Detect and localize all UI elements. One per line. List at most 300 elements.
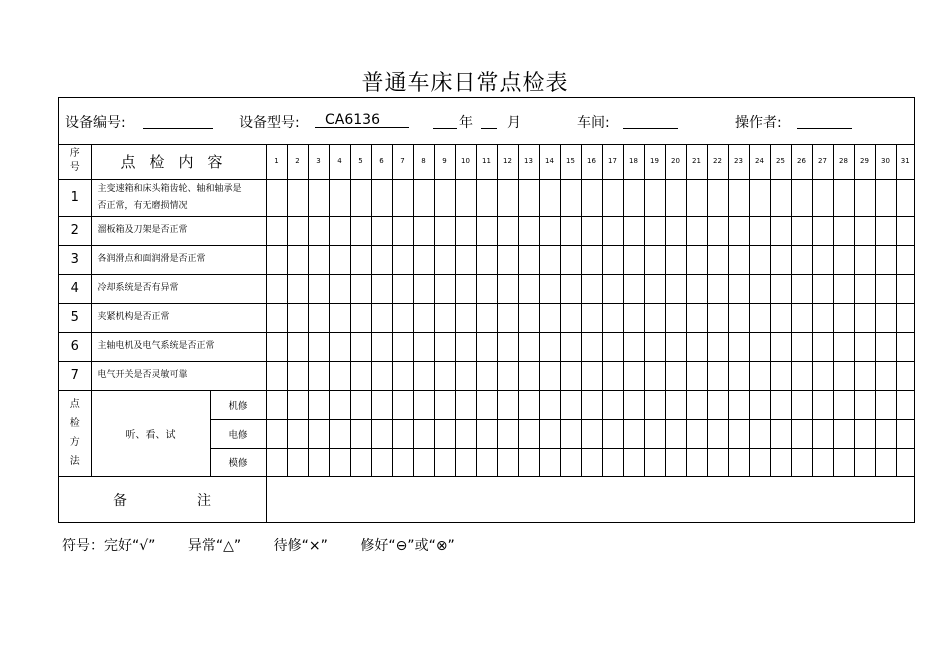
item-6-day-16-cell[interactable] [581, 332, 602, 361]
item-7-day-1-cell[interactable] [266, 361, 287, 390]
item-4-day-13-cell[interactable] [518, 274, 539, 303]
method-2-day-12-cell[interactable] [497, 419, 518, 448]
item-7-day-12-cell[interactable] [497, 361, 518, 390]
method-1-day-28-cell[interactable] [833, 390, 854, 419]
method-1-day-27-cell[interactable] [812, 390, 833, 419]
method-3-day-28-cell[interactable] [833, 448, 854, 476]
item-2-day-10-cell[interactable] [455, 216, 476, 245]
method-1-day-18-cell[interactable] [623, 390, 644, 419]
item-3-day-31-cell[interactable] [896, 245, 914, 274]
item-4-day-30-cell[interactable] [875, 274, 896, 303]
item-4-day-17-cell[interactable] [602, 274, 623, 303]
item-2-day-18-cell[interactable] [623, 216, 644, 245]
item-7-day-5-cell[interactable] [350, 361, 371, 390]
item-6-day-1-cell[interactable] [266, 332, 287, 361]
item-4-day-23-cell[interactable] [728, 274, 749, 303]
item-7-day-27-cell[interactable] [812, 361, 833, 390]
item-4-day-18-cell[interactable] [623, 274, 644, 303]
method-2-day-31-cell[interactable] [896, 419, 914, 448]
item-2-day-7-cell[interactable] [392, 216, 413, 245]
item-7-day-23-cell[interactable] [728, 361, 749, 390]
method-2-day-20-cell[interactable] [665, 419, 686, 448]
item-3-day-7-cell[interactable] [392, 245, 413, 274]
method-1-day-12-cell[interactable] [497, 390, 518, 419]
method-1-day-3-cell[interactable] [308, 390, 329, 419]
method-1-day-6-cell[interactable] [371, 390, 392, 419]
method-2-day-26-cell[interactable] [791, 419, 812, 448]
method-3-day-18-cell[interactable] [623, 448, 644, 476]
method-1-day-24-cell[interactable] [749, 390, 770, 419]
item-7-day-25-cell[interactable] [770, 361, 791, 390]
item-3-day-29-cell[interactable] [854, 245, 875, 274]
item-5-day-21-cell[interactable] [686, 303, 707, 332]
item-6-day-31-cell[interactable] [896, 332, 914, 361]
item-6-day-6-cell[interactable] [371, 332, 392, 361]
item-3-day-13-cell[interactable] [518, 245, 539, 274]
item-1-day-9-cell[interactable] [434, 179, 455, 216]
item-2-day-8-cell[interactable] [413, 216, 434, 245]
item-3-day-3-cell[interactable] [308, 245, 329, 274]
item-3-day-16-cell[interactable] [581, 245, 602, 274]
item-1-day-1-cell[interactable] [266, 179, 287, 216]
item-4-day-12-cell[interactable] [497, 274, 518, 303]
item-4-day-25-cell[interactable] [770, 274, 791, 303]
item-2-day-20-cell[interactable] [665, 216, 686, 245]
item-5-day-24-cell[interactable] [749, 303, 770, 332]
item-1-day-2-cell[interactable] [287, 179, 308, 216]
method-3-day-11-cell[interactable] [476, 448, 497, 476]
method-1-day-21-cell[interactable] [686, 390, 707, 419]
item-1-day-11-cell[interactable] [476, 179, 497, 216]
item-6-day-11-cell[interactable] [476, 332, 497, 361]
item-6-day-10-cell[interactable] [455, 332, 476, 361]
method-3-day-20-cell[interactable] [665, 448, 686, 476]
item-6-day-2-cell[interactable] [287, 332, 308, 361]
item-7-day-11-cell[interactable] [476, 361, 497, 390]
method-1-day-31-cell[interactable] [896, 390, 914, 419]
item-6-day-25-cell[interactable] [770, 332, 791, 361]
operator-input[interactable] [797, 112, 852, 129]
item-4-day-5-cell[interactable] [350, 274, 371, 303]
workshop-input[interactable] [623, 112, 678, 129]
item-1-day-6-cell[interactable] [371, 179, 392, 216]
item-5-day-7-cell[interactable] [392, 303, 413, 332]
method-1-day-2-cell[interactable] [287, 390, 308, 419]
item-3-day-27-cell[interactable] [812, 245, 833, 274]
method-2-day-5-cell[interactable] [350, 419, 371, 448]
item-2-day-13-cell[interactable] [518, 216, 539, 245]
item-1-day-10-cell[interactable] [455, 179, 476, 216]
method-3-day-21-cell[interactable] [686, 448, 707, 476]
item-5-day-5-cell[interactable] [350, 303, 371, 332]
item-3-day-9-cell[interactable] [434, 245, 455, 274]
method-1-day-5-cell[interactable] [350, 390, 371, 419]
item-5-day-9-cell[interactable] [434, 303, 455, 332]
item-6-day-29-cell[interactable] [854, 332, 875, 361]
method-2-day-1-cell[interactable] [266, 419, 287, 448]
item-4-day-24-cell[interactable] [749, 274, 770, 303]
item-5-day-2-cell[interactable] [287, 303, 308, 332]
item-6-day-7-cell[interactable] [392, 332, 413, 361]
item-5-day-6-cell[interactable] [371, 303, 392, 332]
item-3-day-26-cell[interactable] [791, 245, 812, 274]
item-3-day-8-cell[interactable] [413, 245, 434, 274]
item-7-day-7-cell[interactable] [392, 361, 413, 390]
item-6-day-4-cell[interactable] [329, 332, 350, 361]
year-input[interactable] [433, 112, 457, 129]
item-4-day-1-cell[interactable] [266, 274, 287, 303]
method-1-day-15-cell[interactable] [560, 390, 581, 419]
item-5-day-10-cell[interactable] [455, 303, 476, 332]
item-4-day-9-cell[interactable] [434, 274, 455, 303]
item-5-day-28-cell[interactable] [833, 303, 854, 332]
item-4-day-16-cell[interactable] [581, 274, 602, 303]
item-3-day-11-cell[interactable] [476, 245, 497, 274]
method-2-day-11-cell[interactable] [476, 419, 497, 448]
item-2-day-22-cell[interactable] [707, 216, 728, 245]
item-1-day-31-cell[interactable] [896, 179, 914, 216]
item-7-day-28-cell[interactable] [833, 361, 854, 390]
method-1-day-7-cell[interactable] [392, 390, 413, 419]
item-3-day-17-cell[interactable] [602, 245, 623, 274]
method-2-day-6-cell[interactable] [371, 419, 392, 448]
item-1-day-25-cell[interactable] [770, 179, 791, 216]
item-6-day-8-cell[interactable] [413, 332, 434, 361]
method-3-day-7-cell[interactable] [392, 448, 413, 476]
method-1-day-4-cell[interactable] [329, 390, 350, 419]
item-4-day-14-cell[interactable] [539, 274, 560, 303]
item-6-day-21-cell[interactable] [686, 332, 707, 361]
item-5-day-12-cell[interactable] [497, 303, 518, 332]
item-1-day-14-cell[interactable] [539, 179, 560, 216]
item-4-day-29-cell[interactable] [854, 274, 875, 303]
item-3-day-10-cell[interactable] [455, 245, 476, 274]
method-3-day-13-cell[interactable] [518, 448, 539, 476]
item-6-day-30-cell[interactable] [875, 332, 896, 361]
item-6-day-23-cell[interactable] [728, 332, 749, 361]
item-6-day-26-cell[interactable] [791, 332, 812, 361]
method-3-day-2-cell[interactable] [287, 448, 308, 476]
item-6-day-17-cell[interactable] [602, 332, 623, 361]
item-5-day-16-cell[interactable] [581, 303, 602, 332]
item-1-day-4-cell[interactable] [329, 179, 350, 216]
item-7-day-22-cell[interactable] [707, 361, 728, 390]
item-7-day-29-cell[interactable] [854, 361, 875, 390]
item-7-day-31-cell[interactable] [896, 361, 914, 390]
item-6-day-19-cell[interactable] [644, 332, 665, 361]
item-3-day-2-cell[interactable] [287, 245, 308, 274]
item-3-day-14-cell[interactable] [539, 245, 560, 274]
item-7-day-17-cell[interactable] [602, 361, 623, 390]
item-5-day-27-cell[interactable] [812, 303, 833, 332]
item-7-day-30-cell[interactable] [875, 361, 896, 390]
item-1-day-13-cell[interactable] [518, 179, 539, 216]
method-1-day-1-cell[interactable] [266, 390, 287, 419]
method-2-day-8-cell[interactable] [413, 419, 434, 448]
model-input[interactable]: CA6136 [315, 112, 409, 128]
item-5-day-31-cell[interactable] [896, 303, 914, 332]
method-3-day-26-cell[interactable] [791, 448, 812, 476]
item-2-day-9-cell[interactable] [434, 216, 455, 245]
item-3-day-22-cell[interactable] [707, 245, 728, 274]
method-2-day-2-cell[interactable] [287, 419, 308, 448]
item-1-day-23-cell[interactable] [728, 179, 749, 216]
method-3-day-1-cell[interactable] [266, 448, 287, 476]
item-5-day-20-cell[interactable] [665, 303, 686, 332]
method-3-day-14-cell[interactable] [539, 448, 560, 476]
item-7-day-24-cell[interactable] [749, 361, 770, 390]
item-4-day-11-cell[interactable] [476, 274, 497, 303]
item-6-day-5-cell[interactable] [350, 332, 371, 361]
method-1-day-30-cell[interactable] [875, 390, 896, 419]
method-1-day-23-cell[interactable] [728, 390, 749, 419]
item-7-day-21-cell[interactable] [686, 361, 707, 390]
method-1-day-29-cell[interactable] [854, 390, 875, 419]
item-6-day-24-cell[interactable] [749, 332, 770, 361]
item-6-day-18-cell[interactable] [623, 332, 644, 361]
item-6-day-3-cell[interactable] [308, 332, 329, 361]
item-4-day-4-cell[interactable] [329, 274, 350, 303]
item-1-day-17-cell[interactable] [602, 179, 623, 216]
method-2-day-25-cell[interactable] [770, 419, 791, 448]
method-2-day-4-cell[interactable] [329, 419, 350, 448]
item-5-day-11-cell[interactable] [476, 303, 497, 332]
item-5-day-3-cell[interactable] [308, 303, 329, 332]
method-3-day-27-cell[interactable] [812, 448, 833, 476]
item-3-day-6-cell[interactable] [371, 245, 392, 274]
item-1-day-12-cell[interactable] [497, 179, 518, 216]
item-7-day-6-cell[interactable] [371, 361, 392, 390]
item-4-day-3-cell[interactable] [308, 274, 329, 303]
item-7-day-13-cell[interactable] [518, 361, 539, 390]
method-2-day-24-cell[interactable] [749, 419, 770, 448]
item-3-day-20-cell[interactable] [665, 245, 686, 274]
item-1-day-5-cell[interactable] [350, 179, 371, 216]
item-1-day-30-cell[interactable] [875, 179, 896, 216]
item-4-day-21-cell[interactable] [686, 274, 707, 303]
item-5-day-19-cell[interactable] [644, 303, 665, 332]
method-3-day-5-cell[interactable] [350, 448, 371, 476]
method-1-day-13-cell[interactable] [518, 390, 539, 419]
item-3-day-1-cell[interactable] [266, 245, 287, 274]
item-7-day-8-cell[interactable] [413, 361, 434, 390]
item-2-day-2-cell[interactable] [287, 216, 308, 245]
item-7-day-15-cell[interactable] [560, 361, 581, 390]
item-6-day-12-cell[interactable] [497, 332, 518, 361]
item-1-day-21-cell[interactable] [686, 179, 707, 216]
method-1-day-26-cell[interactable] [791, 390, 812, 419]
item-4-day-31-cell[interactable] [896, 274, 914, 303]
method-1-day-22-cell[interactable] [707, 390, 728, 419]
item-7-day-9-cell[interactable] [434, 361, 455, 390]
item-4-day-26-cell[interactable] [791, 274, 812, 303]
item-1-day-18-cell[interactable] [623, 179, 644, 216]
item-3-day-19-cell[interactable] [644, 245, 665, 274]
method-2-day-15-cell[interactable] [560, 419, 581, 448]
method-2-day-29-cell[interactable] [854, 419, 875, 448]
item-2-day-15-cell[interactable] [560, 216, 581, 245]
method-3-day-23-cell[interactable] [728, 448, 749, 476]
method-2-day-19-cell[interactable] [644, 419, 665, 448]
method-1-day-9-cell[interactable] [434, 390, 455, 419]
item-1-day-7-cell[interactable] [392, 179, 413, 216]
item-4-day-28-cell[interactable] [833, 274, 854, 303]
item-2-day-24-cell[interactable] [749, 216, 770, 245]
item-2-day-1-cell[interactable] [266, 216, 287, 245]
method-1-day-25-cell[interactable] [770, 390, 791, 419]
item-1-day-26-cell[interactable] [791, 179, 812, 216]
item-6-day-9-cell[interactable] [434, 332, 455, 361]
method-2-day-18-cell[interactable] [623, 419, 644, 448]
method-3-day-31-cell[interactable] [896, 448, 914, 476]
item-7-day-18-cell[interactable] [623, 361, 644, 390]
item-6-day-28-cell[interactable] [833, 332, 854, 361]
method-1-day-8-cell[interactable] [413, 390, 434, 419]
item-1-day-19-cell[interactable] [644, 179, 665, 216]
method-3-day-19-cell[interactable] [644, 448, 665, 476]
item-2-day-23-cell[interactable] [728, 216, 749, 245]
method-2-day-3-cell[interactable] [308, 419, 329, 448]
item-6-day-22-cell[interactable] [707, 332, 728, 361]
item-1-day-15-cell[interactable] [560, 179, 581, 216]
item-7-day-2-cell[interactable] [287, 361, 308, 390]
item-3-day-21-cell[interactable] [686, 245, 707, 274]
item-3-day-28-cell[interactable] [833, 245, 854, 274]
item-4-day-2-cell[interactable] [287, 274, 308, 303]
method-3-day-12-cell[interactable] [497, 448, 518, 476]
method-3-day-10-cell[interactable] [455, 448, 476, 476]
item-2-day-11-cell[interactable] [476, 216, 497, 245]
item-6-day-20-cell[interactable] [665, 332, 686, 361]
item-5-day-22-cell[interactable] [707, 303, 728, 332]
item-1-day-27-cell[interactable] [812, 179, 833, 216]
method-3-day-15-cell[interactable] [560, 448, 581, 476]
item-7-day-20-cell[interactable] [665, 361, 686, 390]
item-2-day-30-cell[interactable] [875, 216, 896, 245]
item-7-day-3-cell[interactable] [308, 361, 329, 390]
item-5-day-29-cell[interactable] [854, 303, 875, 332]
item-3-day-4-cell[interactable] [329, 245, 350, 274]
item-7-day-16-cell[interactable] [581, 361, 602, 390]
item-7-day-26-cell[interactable] [791, 361, 812, 390]
item-6-day-27-cell[interactable] [812, 332, 833, 361]
item-1-day-16-cell[interactable] [581, 179, 602, 216]
item-1-day-28-cell[interactable] [833, 179, 854, 216]
item-5-day-23-cell[interactable] [728, 303, 749, 332]
item-3-day-15-cell[interactable] [560, 245, 581, 274]
method-3-day-29-cell[interactable] [854, 448, 875, 476]
item-7-day-4-cell[interactable] [329, 361, 350, 390]
method-1-day-17-cell[interactable] [602, 390, 623, 419]
item-2-day-25-cell[interactable] [770, 216, 791, 245]
method-3-day-3-cell[interactable] [308, 448, 329, 476]
item-2-day-29-cell[interactable] [854, 216, 875, 245]
item-7-day-19-cell[interactable] [644, 361, 665, 390]
method-1-day-10-cell[interactable] [455, 390, 476, 419]
method-3-day-17-cell[interactable] [602, 448, 623, 476]
item-2-day-17-cell[interactable] [602, 216, 623, 245]
method-2-day-16-cell[interactable] [581, 419, 602, 448]
item-5-day-15-cell[interactable] [560, 303, 581, 332]
item-5-day-13-cell[interactable] [518, 303, 539, 332]
item-2-day-3-cell[interactable] [308, 216, 329, 245]
item-5-day-25-cell[interactable] [770, 303, 791, 332]
item-3-day-5-cell[interactable] [350, 245, 371, 274]
item-7-day-10-cell[interactable] [455, 361, 476, 390]
item-2-day-19-cell[interactable] [644, 216, 665, 245]
item-7-day-14-cell[interactable] [539, 361, 560, 390]
method-3-day-6-cell[interactable] [371, 448, 392, 476]
month-input[interactable] [481, 112, 497, 129]
item-6-day-14-cell[interactable] [539, 332, 560, 361]
item-2-day-12-cell[interactable] [497, 216, 518, 245]
item-3-day-12-cell[interactable] [497, 245, 518, 274]
item-5-day-8-cell[interactable] [413, 303, 434, 332]
remark-input[interactable] [266, 476, 914, 523]
item-6-day-13-cell[interactable] [518, 332, 539, 361]
method-3-day-8-cell[interactable] [413, 448, 434, 476]
item-3-day-30-cell[interactable] [875, 245, 896, 274]
method-2-day-9-cell[interactable] [434, 419, 455, 448]
item-4-day-8-cell[interactable] [413, 274, 434, 303]
method-3-day-30-cell[interactable] [875, 448, 896, 476]
method-3-day-9-cell[interactable] [434, 448, 455, 476]
item-2-day-31-cell[interactable] [896, 216, 914, 245]
item-1-day-20-cell[interactable] [665, 179, 686, 216]
method-2-day-13-cell[interactable] [518, 419, 539, 448]
item-5-day-14-cell[interactable] [539, 303, 560, 332]
method-1-day-14-cell[interactable] [539, 390, 560, 419]
item-2-day-21-cell[interactable] [686, 216, 707, 245]
item-5-day-18-cell[interactable] [623, 303, 644, 332]
item-5-day-26-cell[interactable] [791, 303, 812, 332]
method-2-day-10-cell[interactable] [455, 419, 476, 448]
item-2-day-26-cell[interactable] [791, 216, 812, 245]
method-1-day-11-cell[interactable] [476, 390, 497, 419]
item-4-day-7-cell[interactable] [392, 274, 413, 303]
method-2-day-27-cell[interactable] [812, 419, 833, 448]
item-6-day-15-cell[interactable] [560, 332, 581, 361]
item-4-day-15-cell[interactable] [560, 274, 581, 303]
item-5-day-1-cell[interactable] [266, 303, 287, 332]
item-2-day-14-cell[interactable] [539, 216, 560, 245]
item-4-day-22-cell[interactable] [707, 274, 728, 303]
item-2-day-16-cell[interactable] [581, 216, 602, 245]
method-1-day-16-cell[interactable] [581, 390, 602, 419]
method-3-day-16-cell[interactable] [581, 448, 602, 476]
item-3-day-25-cell[interactable] [770, 245, 791, 274]
method-1-day-19-cell[interactable] [644, 390, 665, 419]
method-3-day-22-cell[interactable] [707, 448, 728, 476]
item-2-day-5-cell[interactable] [350, 216, 371, 245]
method-1-day-20-cell[interactable] [665, 390, 686, 419]
item-3-day-18-cell[interactable] [623, 245, 644, 274]
method-2-day-30-cell[interactable] [875, 419, 896, 448]
item-2-day-27-cell[interactable] [812, 216, 833, 245]
method-2-day-17-cell[interactable] [602, 419, 623, 448]
item-1-day-29-cell[interactable] [854, 179, 875, 216]
method-3-day-24-cell[interactable] [749, 448, 770, 476]
item-3-day-23-cell[interactable] [728, 245, 749, 274]
method-2-day-7-cell[interactable] [392, 419, 413, 448]
item-5-day-17-cell[interactable] [602, 303, 623, 332]
item-4-day-20-cell[interactable] [665, 274, 686, 303]
method-2-day-14-cell[interactable] [539, 419, 560, 448]
method-2-day-28-cell[interactable] [833, 419, 854, 448]
item-4-day-27-cell[interactable] [812, 274, 833, 303]
method-2-day-22-cell[interactable] [707, 419, 728, 448]
item-5-day-4-cell[interactable] [329, 303, 350, 332]
